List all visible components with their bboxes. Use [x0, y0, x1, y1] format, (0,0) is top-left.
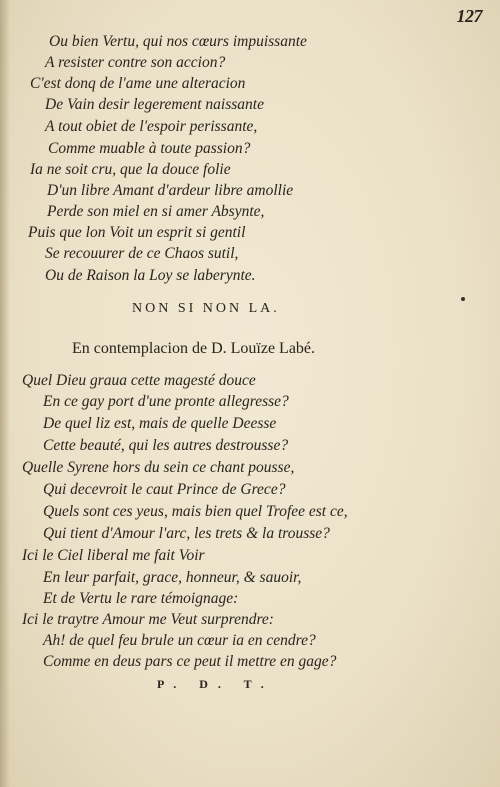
poem-line: Ici le traytre Amour me Veut surprendre:	[22, 611, 274, 628]
poem-line: Ou de Raison la Loy se laberynte.	[45, 267, 256, 284]
poem-line: Ah! de quel feu brule un cœur ia en cendre?	[43, 632, 316, 649]
poem-line: Qui decevroit le caut Prince de Grece?	[43, 481, 286, 498]
page-number: 127	[456, 6, 482, 26]
poem-line: En ce gay port d'une pronte allegresse?	[43, 393, 289, 410]
poem-line: Quel Dieu graua cette magesté douce	[22, 372, 256, 389]
ink-spot	[461, 297, 465, 301]
poem-line: Quelle Syrene hors du sein ce chant pousse,	[22, 459, 295, 476]
poem-line: Et de Vertu le rare témoignage:	[43, 590, 239, 607]
poem-line: A tout obiet de l'espoir perissante,	[45, 118, 258, 135]
poem-line: A resister contre son accion?	[45, 54, 226, 71]
poem-line: En leur parfait, grace, honneur, & sauoir,	[43, 569, 302, 586]
poem-line: Qui tient d'Amour l'arc, les trets & la trousse?	[43, 525, 330, 542]
poem-line: Cette beauté, qui les autres destrousse?	[43, 437, 289, 454]
poem-line: Comme en deus pars ce peut il mettre en gage?	[43, 653, 337, 670]
poem-title: En contemplacion de D. Louïze Labé.	[72, 340, 316, 357]
poem-line: Comme muable à toute passion?	[48, 140, 251, 157]
poem-line: Ou bien Vertu, qui nos cœurs impuissante	[49, 33, 307, 50]
poem-line: Perde son miel en si amer Absynte,	[47, 203, 265, 220]
signature-initials: P. D. T.	[157, 677, 274, 691]
poem-line: C'est donq de l'ame une alteracion	[30, 75, 246, 92]
motto-heading: NON SI NON LA.	[132, 301, 280, 316]
page-gutter-shadow	[0, 0, 10, 787]
poem-line: Se recouurer de ce Chaos sutil,	[45, 245, 239, 262]
poem-line: Quels sont ces yeus, mais bien quel Trofee est ce,	[43, 503, 348, 520]
poem-line: Ia ne soit cru, que la douce folie	[30, 161, 231, 178]
poem-line: D'un libre Amant d'ardeur libre amollie	[47, 182, 294, 199]
poem-line: Ici le Ciel liberal me fait Voir	[22, 547, 205, 564]
poem-line: De Vain desir legerement naissante	[45, 96, 264, 113]
poem-line: Puis que lon Voit un esprit si gentil	[28, 224, 246, 241]
poem-line: De quel liz est, mais de quelle Deesse	[43, 415, 277, 432]
